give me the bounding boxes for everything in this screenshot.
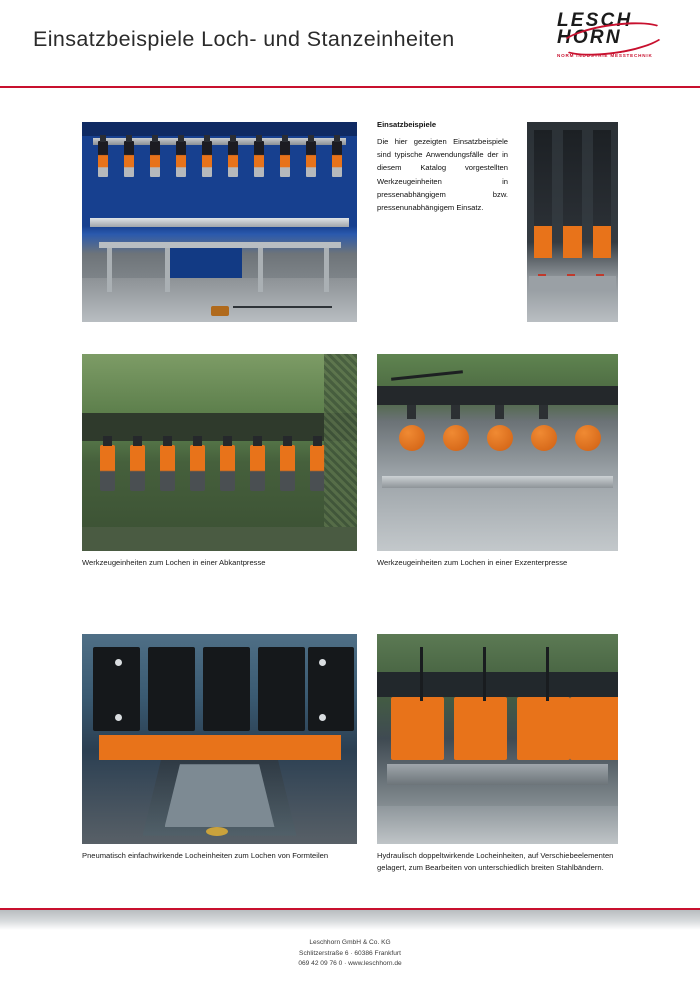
caption-hydraulic-units: Hydraulisch doppeltwirkende Locheinheiten, auf Verschiebeelementen gelagert, zum Bearbeiten von unterschiedlich breiten Stahlbändern. (377, 851, 614, 872)
footer-address (0, 938, 700, 970)
footer-street: Schlitzerstraße 6 · 60386 Frankfurt (299, 949, 401, 957)
intro-text-block (377, 120, 508, 214)
figure-hydraulic-units (377, 634, 618, 844)
figure-blue-press-row (82, 122, 357, 322)
caption-abkantpresse: Werkzeugeinheiten zum Lochen in einer Abkantpresse (82, 558, 266, 567)
company-logo (557, 12, 667, 74)
footer-gradient-band (0, 910, 700, 930)
page-header (0, 0, 700, 88)
footer-company: Leschhorn GmbH & Co. KG (309, 939, 391, 946)
intro-body: Die hier gezeigten Einsatzbeispiele sind typische Anwendungsfälle der in diesem Katalog vorgestellten Werkzeugeinheiten in pressenabhängigem bzw. pressenunabhängigem Einsatz. (377, 137, 508, 213)
figure-pneumatic-units (82, 634, 357, 844)
caption-exzenterpresse: Werkzeugeinheiten zum Lochen in einer Exzenterpresse (377, 558, 568, 567)
intro-title: Einsatzbeispiele (377, 120, 437, 129)
page-content (0, 88, 700, 908)
footer-contact: 069 42 09 76 0 · www.leschhorn.de (298, 960, 402, 967)
logo-subline: NORM INDUSTRIE MESSTECHNIK (557, 53, 653, 58)
caption-pneumatic-units: Pneumatisch einfachwirkende Locheinheiten zum Lochen von Formteilen (82, 851, 329, 860)
figure-abkantpresse (82, 354, 357, 551)
figure-column-press (527, 122, 618, 322)
logo-line-2: HORN (557, 27, 622, 48)
page-title: Einsatzbeispiele Loch- und Stanzeinheiten (33, 27, 455, 51)
logo-line-1: LESCH (557, 10, 633, 31)
page-footer (0, 908, 700, 987)
figure-exzenterpresse (377, 354, 618, 551)
